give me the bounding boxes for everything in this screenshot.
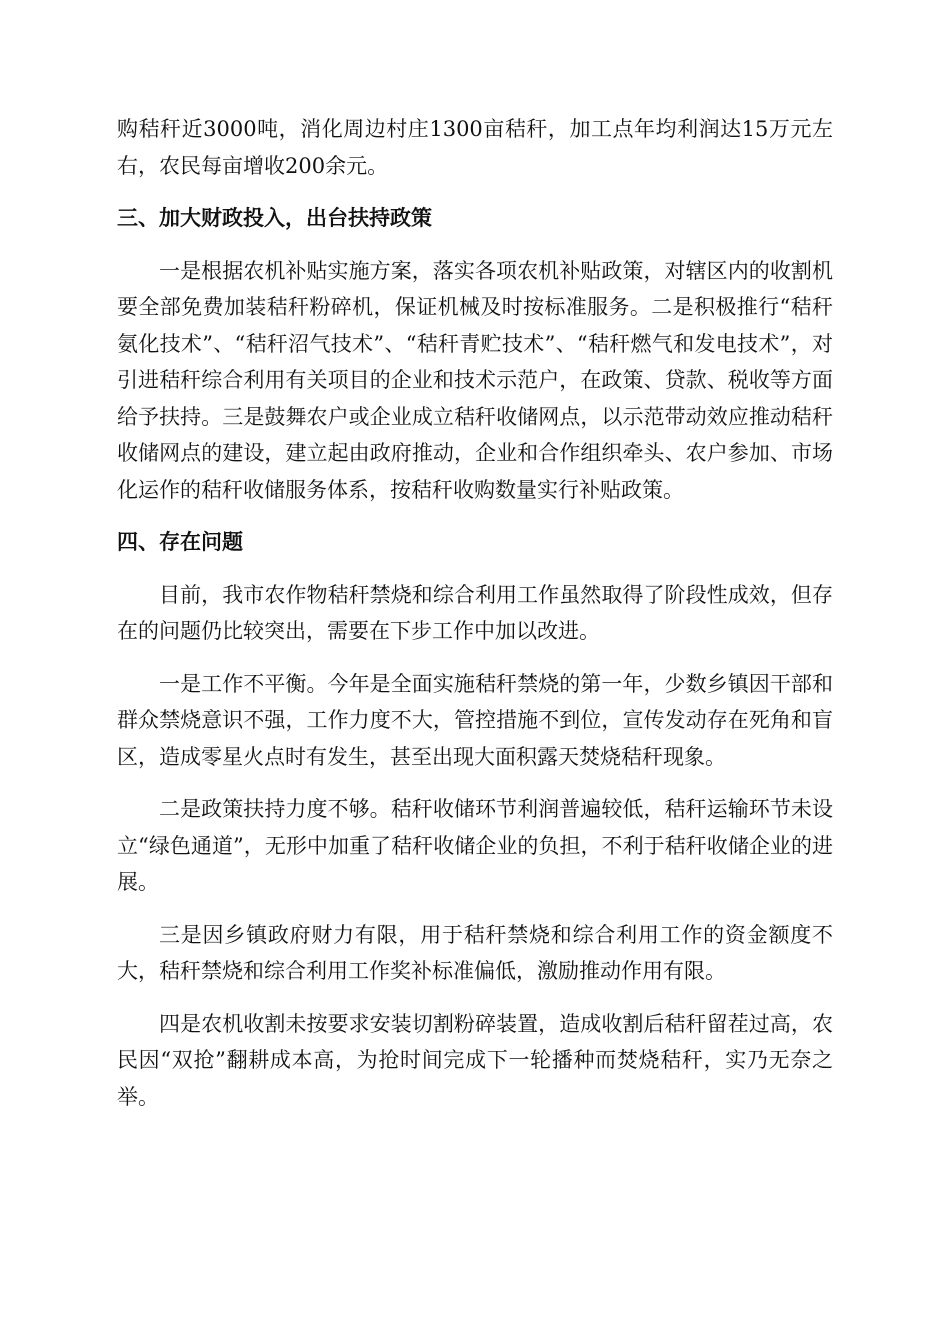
document-body <box>117 111 833 1131</box>
paragraph-problem-4: 四是农机收割未按要求安装切割粉碎装置，造成收割后秸秆留茬过高，农民因“双抢”翻耕成本高，为抢时间完成下一轮播种而焚烧秸秆，实乃无奈之举。 <box>117 1011 833 1109</box>
paragraph-subsidy-policy: 一是根据农机补贴实施方案，落实各项农机补贴政策，对辖区内的收割机要全部免费加装秸秆粉碎机，保证机械及时按标准服务。二是积极推行“秸秆氨化技术”、“秸秆沼气技术”、“秸秆青贮技术”、“秸秆燃气和发电技术”，对引进秸秆综合利用有关项目的企业和技术示范户，在政策、贷款、税收等方面给予扶持。三是鼓舞农户或企业成立秸秆收储网点，以示范带动效应推动秸秆收储网点的建设，建立起由政府推动，企业和合作组织牵头、农户参加、市场化运作的秸秆收储服务体系，按秸秆收购数量实行补贴政策。 <box>117 258 833 502</box>
paragraph-problem-3: 三是因乡镇政府财力有限，用于秸秆禁烧和综合利用工作的资金额度不大，秸秆禁烧和综合利用工作奖补标准偏低，激励推动作用有限。 <box>117 922 833 983</box>
section-heading-3: 三、加大财政投入，出台扶持政策 <box>117 206 432 230</box>
paragraph-problem-1: 一是工作不平衡。今年是全面实施秸秆禁烧的第一年，少数乡镇因干部和群众禁烧意识不强，工作力度不大，管控措施不到位，宣传发动存在死角和盲区，造成零星火点时有发生，甚至出现大面积露天焚烧秸秆现象。 <box>117 671 833 769</box>
section-heading-4: 四、存在问题 <box>117 530 243 554</box>
paragraph-continuation: 购秸秆近3000吨，消化周边村庄1300亩秸秆，加工点年均利润达15万元左右，农民每亩增收200余元。 <box>117 117 833 178</box>
paragraph-problems-intro: 目前，我市农作物秸秆禁烧和综合利用工作虽然取得了阶段性成效，但存在的问题仍比较突出，需要在下步工作中加以改进。 <box>117 582 833 643</box>
paragraph-problem-2: 二是政策扶持力度不够。秸秆收储环节利润普遍较低，秸秆运输环节未设立“绿色通道”，无形中加重了秸秆收储企业的负担，不利于秸秆收储企业的进展。 <box>117 797 833 894</box>
